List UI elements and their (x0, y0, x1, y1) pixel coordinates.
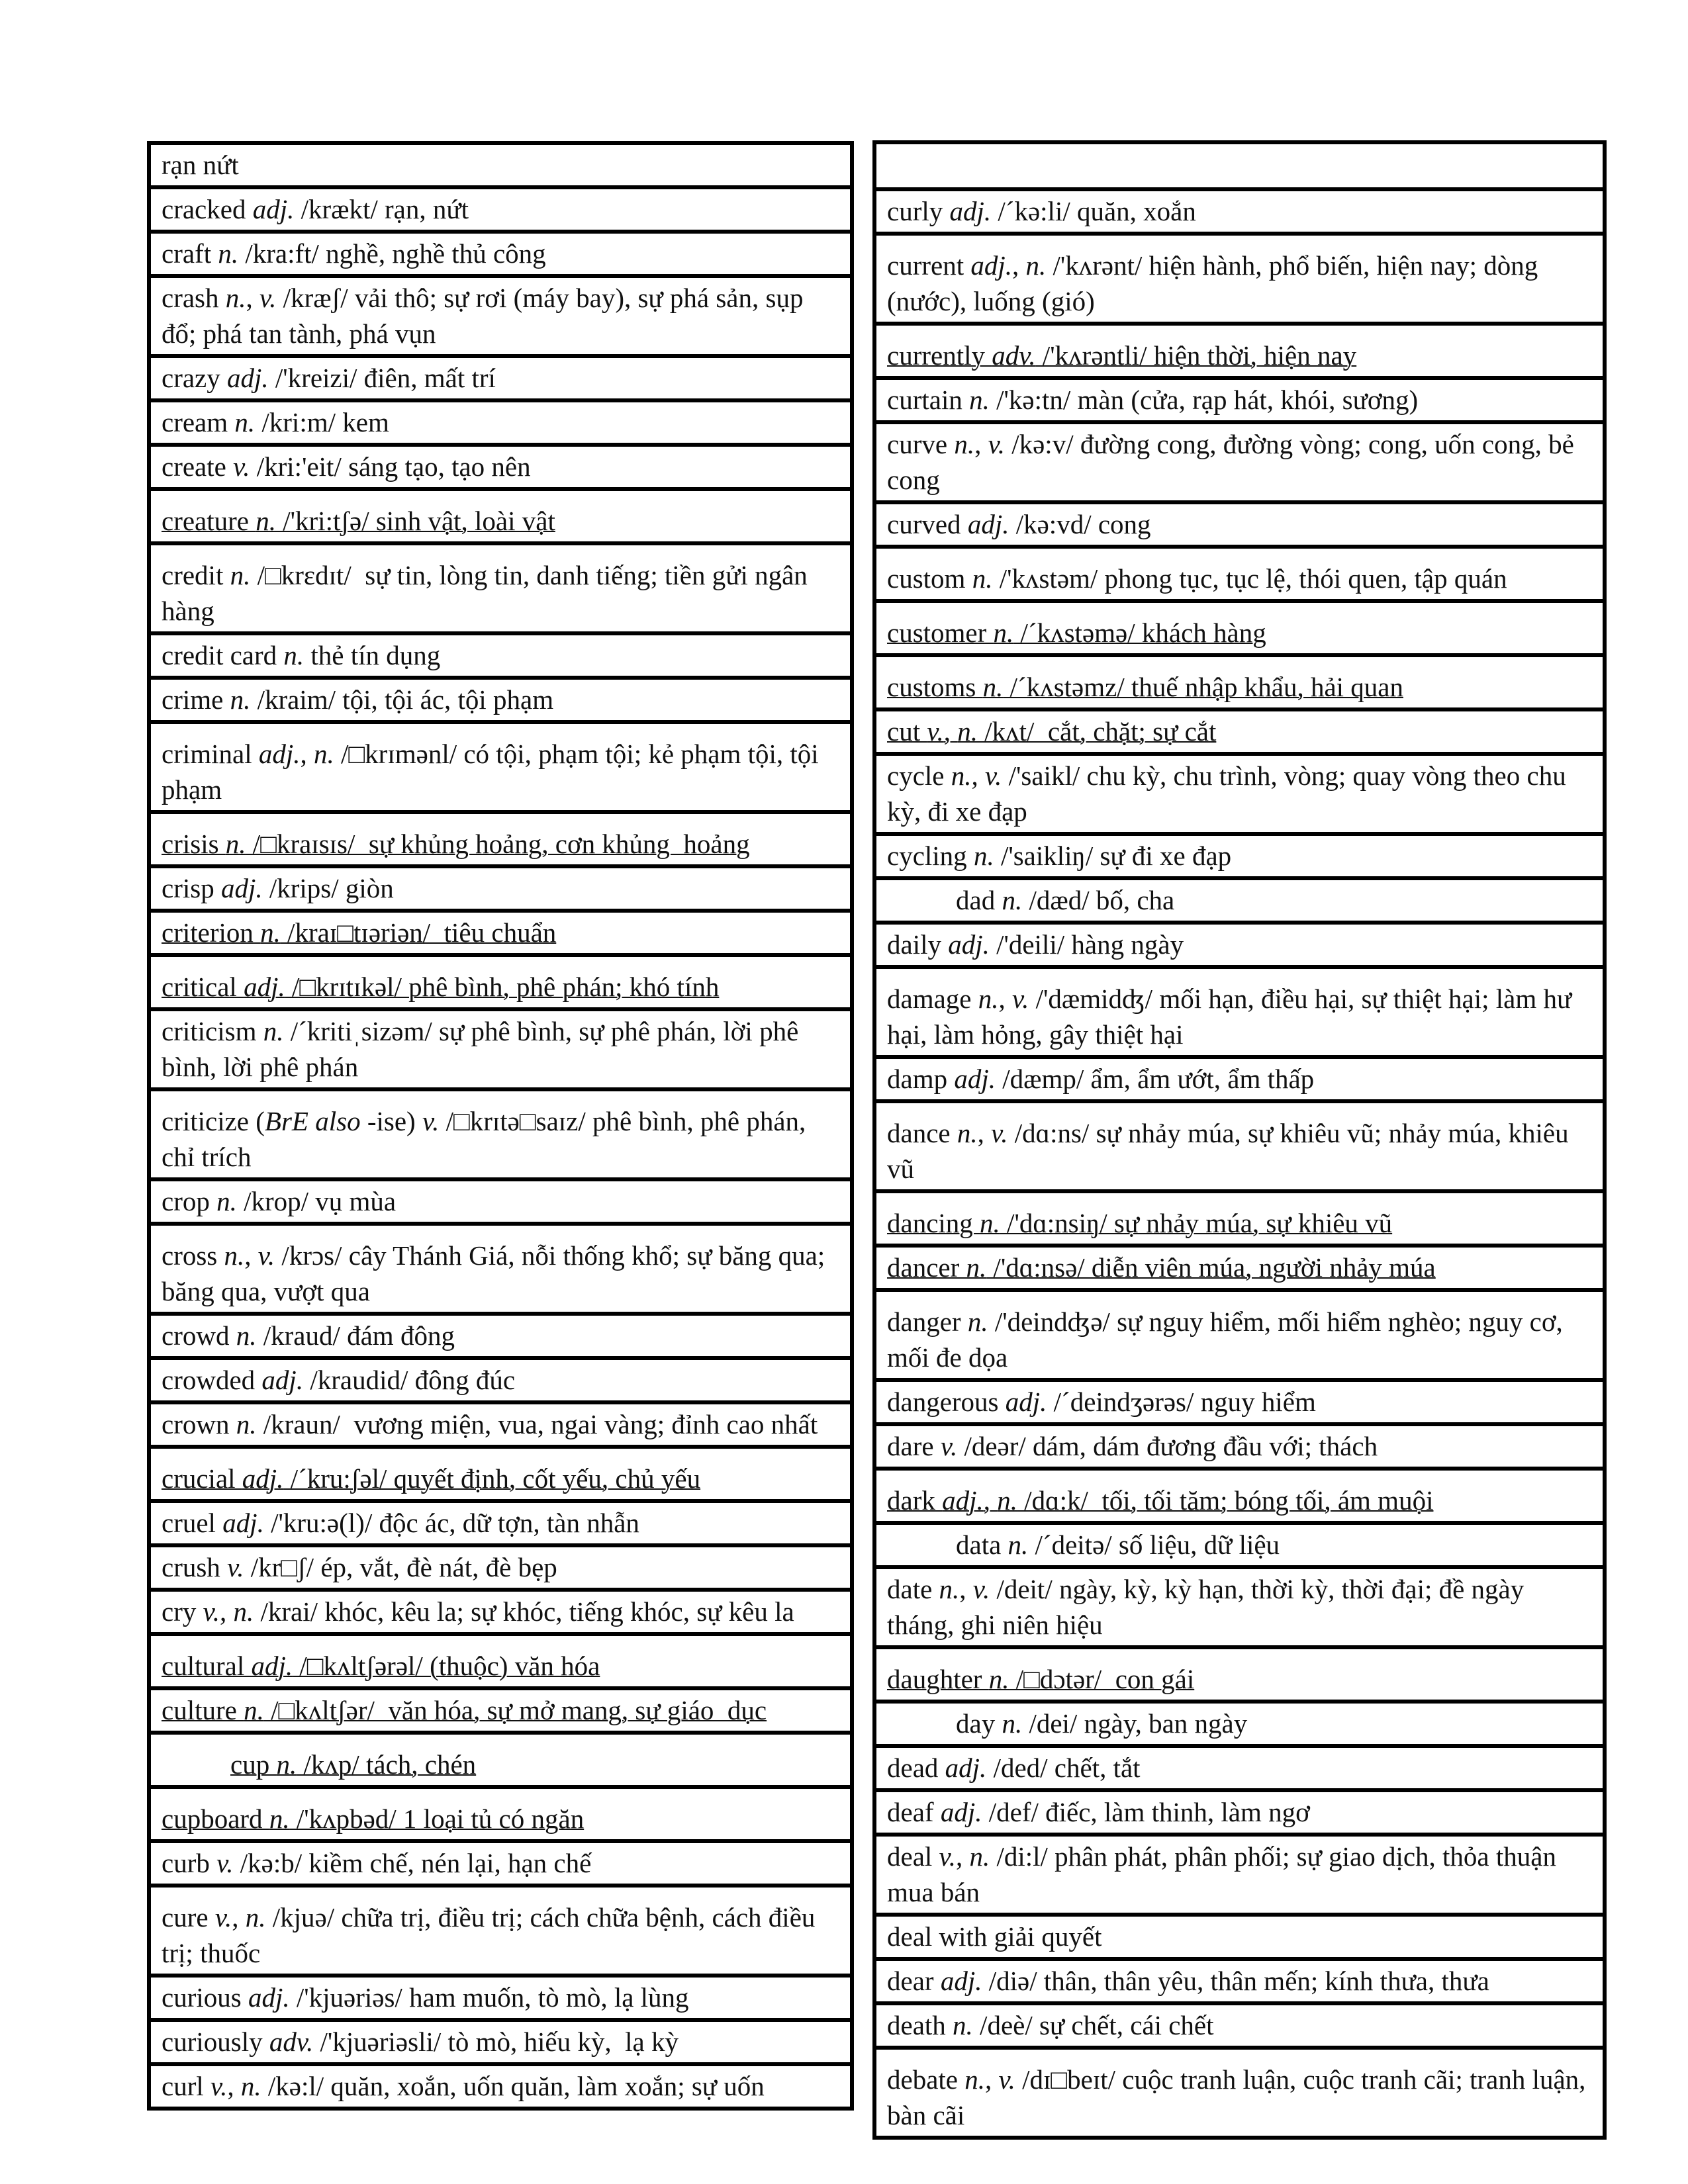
dictionary-entry: credit card n. thẻ tín dụng (149, 633, 852, 678)
dictionary-entry: rạn nứt (149, 143, 852, 187)
dictionary-entry: cruel adj. /'kru:ə(l)/ độc ác, dữ tợn, tàn nhẫn (149, 1501, 852, 1545)
table-row (149, 866, 852, 911)
table-row (874, 234, 1605, 324)
dictionary-entry: dear adj. /diə/ thân, thân yêu, thân mến; kính thưa, thưa (874, 1959, 1605, 2003)
dictionary-entry: dead adj. /ded/ chết, tắt (874, 1746, 1605, 1790)
dictionary-entry: crash n., v. /kræʃ/ vải thô; sự rơi (máy bay), sự phá sản, sụp đổ; phá tan tành, phá vụn (149, 276, 852, 356)
dictionary-entry: dancing n. /'dɑ:nsiŋ/ sự nhảy múa, sự khiêu vũ (874, 1191, 1605, 1246)
dictionary-entry: curiously adv. /'kjuəriəsli/ tò mò, hiếu kỳ, lạ kỳ (149, 2020, 852, 2064)
table-row (149, 2020, 852, 2064)
right-vocab-table-body (874, 142, 1605, 2138)
dictionary-entry: crop n. /krop/ vụ mùa (149, 1179, 852, 1224)
dictionary-entry: cycle n., v. /'saikl/ chu kỳ, chu trình, vòng; quay vòng theo chu kỳ, đi xe đạp (874, 754, 1605, 834)
dictionary-entry: cross n., v. /krɔs/ cây Thánh Giá, nỗi thống khổ; sự băng qua; băng qua, vượt qua (149, 1224, 852, 1314)
dictionary-entry: debate n., v. /dɪ□beɪt/ cuộc tranh luận, cuộc tranh cãi; tranh luận, bàn cãi (874, 2048, 1605, 2138)
table-row (149, 1688, 852, 1733)
table-row (874, 1959, 1605, 2003)
dictionary-entry: crisis n. /□kraɪsɪs/ sự khủng hoảng, cơn khủng hoảng (149, 812, 852, 866)
table-row (149, 1733, 852, 1787)
table-row (874, 709, 1605, 754)
table-row (149, 356, 852, 400)
table-row (149, 543, 852, 633)
dictionary-entry: curl v., n. /kə:l/ quăn, xoắn, uốn quăn, làm xoắn; sự uốn (149, 2064, 852, 2109)
table-row (874, 923, 1605, 967)
dictionary-entry: creature n. /'kri:tʃə/ sinh vật, loài vật (149, 489, 852, 543)
table-row (874, 1424, 1605, 1469)
right-vocab-table (872, 140, 1607, 2140)
table-row (874, 1647, 1605, 1702)
dictionary-entry: curve n., v. /kə:v/ đường cong, đường vòng; cong, uốn cong, bẻ cong (874, 422, 1605, 502)
table-row (149, 1787, 852, 1841)
dictionary-entry: day n. /dei/ ngày, ban ngày (874, 1702, 1605, 1746)
dictionary-entry: deaf adj. /def/ điếc, làm thinh, làm ngơ (874, 1790, 1605, 1835)
dictionary-entry: dancer n. /'dɑ:nsə/ diễn viên múa, người nhảy múa (874, 1246, 1605, 1290)
table-row (874, 655, 1605, 709)
dictionary-entry: crown n. /kraun/ vương miện, vua, ngai vàng; đỉnh cao nhất (149, 1402, 852, 1447)
dictionary-entry: dangerous adj. /´deindʒərəs/ nguy hiểm (874, 1380, 1605, 1424)
table-row (874, 754, 1605, 834)
dictionary-entry: cupboard n. /'kʌpbəd/ 1 loại tủ có ngăn (149, 1787, 852, 1841)
dictionary-entry: culture n. /□kʌltʃər/ văn hóa, sự mở mang, sự giáo dục (149, 1688, 852, 1733)
table-row (874, 1101, 1605, 1191)
table-row (874, 1702, 1605, 1746)
dictionary-entry: curious adj. /'kjuəriəs/ ham muốn, tò mò, lạ lùng (149, 1976, 852, 2020)
table-row (149, 1089, 852, 1179)
table-row (149, 1402, 852, 1447)
table-row (149, 489, 852, 543)
dictionary-entry: crisp adj. /krips/ giòn (149, 866, 852, 911)
dictionary-entry: crazy adj. /'kreizi/ điên, mất trí (149, 356, 852, 400)
table-row (874, 1191, 1605, 1246)
table-row (149, 955, 852, 1009)
dictionary-entry: crucial adj. /´kru:ʃəl/ quyết định, cốt yếu, chủ yếu (149, 1447, 852, 1501)
table-row (874, 967, 1605, 1057)
table-row (874, 1057, 1605, 1101)
table-row (149, 1224, 852, 1314)
dictionary-entry: dance n., v. /dɑ:ns/ sự nhảy múa, sự khiêu vũ; nhảy múa, khiêu vũ (874, 1101, 1605, 1191)
dictionary-entry: dad n. /dæd/ bố, cha (874, 878, 1605, 923)
dictionary-entry: curly adj. /´kə:li/ quăn, xoắn (874, 189, 1605, 234)
table-row (874, 1246, 1605, 1290)
table-row (149, 143, 852, 187)
table-row (149, 187, 852, 232)
table-row (149, 1886, 852, 1976)
table-row (149, 812, 852, 866)
dictionary-entry: cream n. /kri:m/ kem (149, 400, 852, 445)
table-row (874, 142, 1605, 189)
dictionary-entry: cycling n. /'saikliŋ/ sự đi xe đạp (874, 834, 1605, 878)
table-row (149, 1841, 852, 1886)
table-row (874, 422, 1605, 502)
dictionary-entry: cry v., n. /krai/ khóc, kêu la; sự khóc, tiếng khóc, sự kêu la (149, 1590, 852, 1634)
dictionary-entry: curtain n. /'kə:tn/ màn (cửa, rạp hát, khói, sương) (874, 378, 1605, 422)
dictionary-entry: criminal adj., n. /□krɪmənl/ có tội, phạm tội; kẻ phạm tội, tội phạm (149, 722, 852, 812)
table-row (874, 2003, 1605, 2048)
dictionary-entry: critical adj. /□krɪtɪkəl/ phê bình, phê phán; khó tính (149, 955, 852, 1009)
table-row (149, 722, 852, 812)
dictionary-entry: crush v. /kr□ʃ/ ép, vắt, đè nát, đè bẹp (149, 1545, 852, 1590)
table-row (874, 547, 1605, 601)
table-row (149, 1501, 852, 1545)
table-row (874, 1746, 1605, 1790)
dictionary-entry: daily adj. /'deili/ hàng ngày (874, 923, 1605, 967)
left-vocab-table (147, 141, 854, 2111)
dictionary-entry: criticism n. /´kritiˌsizəm/ sự phê bình, sự phê phán, lời phê bình, lời phê phán (149, 1009, 852, 1089)
table-row (149, 1447, 852, 1501)
dictionary-entry: data n. /´deitə/ số liệu, dữ liệu (874, 1523, 1605, 1567)
table-row (149, 400, 852, 445)
dictionary-entry: damage n., v. /'dæmidʤ/ mối hạn, điều hại, sự thiệt hại; làm hư hại, làm hỏng, gây thiệt hại (874, 967, 1605, 1057)
dictionary-entry: deal with giải quyết (874, 1915, 1605, 1959)
left-vocab-table-body (149, 143, 852, 2109)
table-row (874, 502, 1605, 547)
table-row (874, 378, 1605, 422)
dictionary-entry: criticize (BrE also -ise) v. /□krɪtə□saɪz/ phê bình, phê phán, chỉ trích (149, 1089, 852, 1179)
dictionary-entry: danger n. /'deindʤə/ sự nguy hiểm, mối hiểm nghèo; nguy cơ, mối đe dọa (874, 1290, 1605, 1380)
dictionary-entry: cracked adj. /krækt/ rạn, nứt (149, 187, 852, 232)
table-row (149, 2064, 852, 2109)
table-row (149, 1545, 852, 1590)
dictionary-entry: cure v., n. /kjuə/ chữa trị, điều trị; cách chữa bệnh, cách điều trị; thuốc (149, 1886, 852, 1976)
table-row (874, 2048, 1605, 2138)
dictionary-entry: daughter n. /□dɔtər/ con gái (874, 1647, 1605, 1702)
table-row (874, 1523, 1605, 1567)
table-row (874, 1469, 1605, 1523)
table-row (149, 1314, 852, 1358)
table-row (874, 189, 1605, 234)
dictionary-entry: deal v., n. /di:l/ phân phát, phân phối; sự giao dịch, thỏa thuận mua bán (874, 1835, 1605, 1915)
table-row (874, 1915, 1605, 1959)
dictionary-entry: currently adv. /'kʌrəntli/ hiện thời, hiện nay (874, 324, 1605, 378)
dictionary-entry: current adj., n. /'kʌrənt/ hiện hành, phổ biến, hiện nay; dòng (nước), luống (gió) (874, 234, 1605, 324)
dictionary-entry: customs n. /´kʌstəmz/ thuế nhập khẩu, hải quan (874, 655, 1605, 709)
table-row (874, 324, 1605, 378)
table-row (874, 601, 1605, 655)
table-row (149, 1590, 852, 1634)
table-row (874, 1567, 1605, 1647)
table-row (149, 1358, 852, 1402)
table-row (149, 1976, 852, 2020)
table-row (874, 1790, 1605, 1835)
table-row (874, 1835, 1605, 1915)
dictionary-entry: craft n. /kra:ft/ nghề, nghề thủ công (149, 232, 852, 276)
table-row (149, 1634, 852, 1688)
table-row (149, 1179, 852, 1224)
dictionary-entry: customer n. /´kʌstəmə/ khách hàng (874, 601, 1605, 655)
dictionary-entry: crime n. /kraim/ tội, tội ác, tội phạm (149, 678, 852, 722)
table-row (149, 1009, 852, 1089)
table-row (874, 1380, 1605, 1424)
dictionary-entry: crowd n. /kraud/ đám đông (149, 1314, 852, 1358)
table-row (874, 1290, 1605, 1380)
dictionary-entry: credit n. /□krɛdɪt/ sự tin, lòng tin, danh tiếng; tiền gửi ngân hàng (149, 543, 852, 633)
dictionary-entry: crowded adj. /kraudid/ đông đúc (149, 1358, 852, 1402)
table-row (149, 911, 852, 955)
dictionary-entry: death n. /deè/ sự chết, cái chết (874, 2003, 1605, 2048)
dictionary-entry: criterion n. /kraɪ□tɪəriən/ tiêu chuẩn (149, 911, 852, 955)
dictionary-entry: damp adj. /dæmp/ ẩm, ẩm ướt, ẩm thấp (874, 1057, 1605, 1101)
dictionary-entry: dark adj., n. /dɑ:k/ tối, tối tăm; bóng tối, ám muội (874, 1469, 1605, 1523)
table-row (149, 445, 852, 489)
table-row (149, 633, 852, 678)
table-row (149, 232, 852, 276)
dictionary-entry: create v. /kri:'eit/ sáng tạo, tạo nên (149, 445, 852, 489)
dictionary-entry: curved adj. /kə:vd/ cong (874, 502, 1605, 547)
table-row (874, 834, 1605, 878)
dictionary-entry: dare v. /deər/ dám, dám đương đầu với; thách (874, 1424, 1605, 1469)
table-row (149, 678, 852, 722)
dictionary-entry: date n., v. /deit/ ngày, kỳ, kỳ hạn, thời kỳ, thời đại; đề ngày tháng, ghi niên hiệu (874, 1567, 1605, 1647)
dictionary-entry: cut v., n. /kʌt/ cắt, chặt; sự cắt (874, 709, 1605, 754)
dictionary-entry: cultural adj. /□kʌltʃərəl/ (thuộc) văn hóa (149, 1634, 852, 1688)
dictionary-entry: curb v. /kə:b/ kiềm chế, nén lại, hạn chế (149, 1841, 852, 1886)
dictionary-entry: custom n. /'kʌstəm/ phong tục, tục lệ, thói quen, tập quán (874, 547, 1605, 601)
dictionary-entry (874, 142, 1605, 189)
table-row (874, 878, 1605, 923)
table-row (149, 276, 852, 356)
dictionary-entry: cup n. /kʌp/ tách, chén (149, 1733, 852, 1787)
